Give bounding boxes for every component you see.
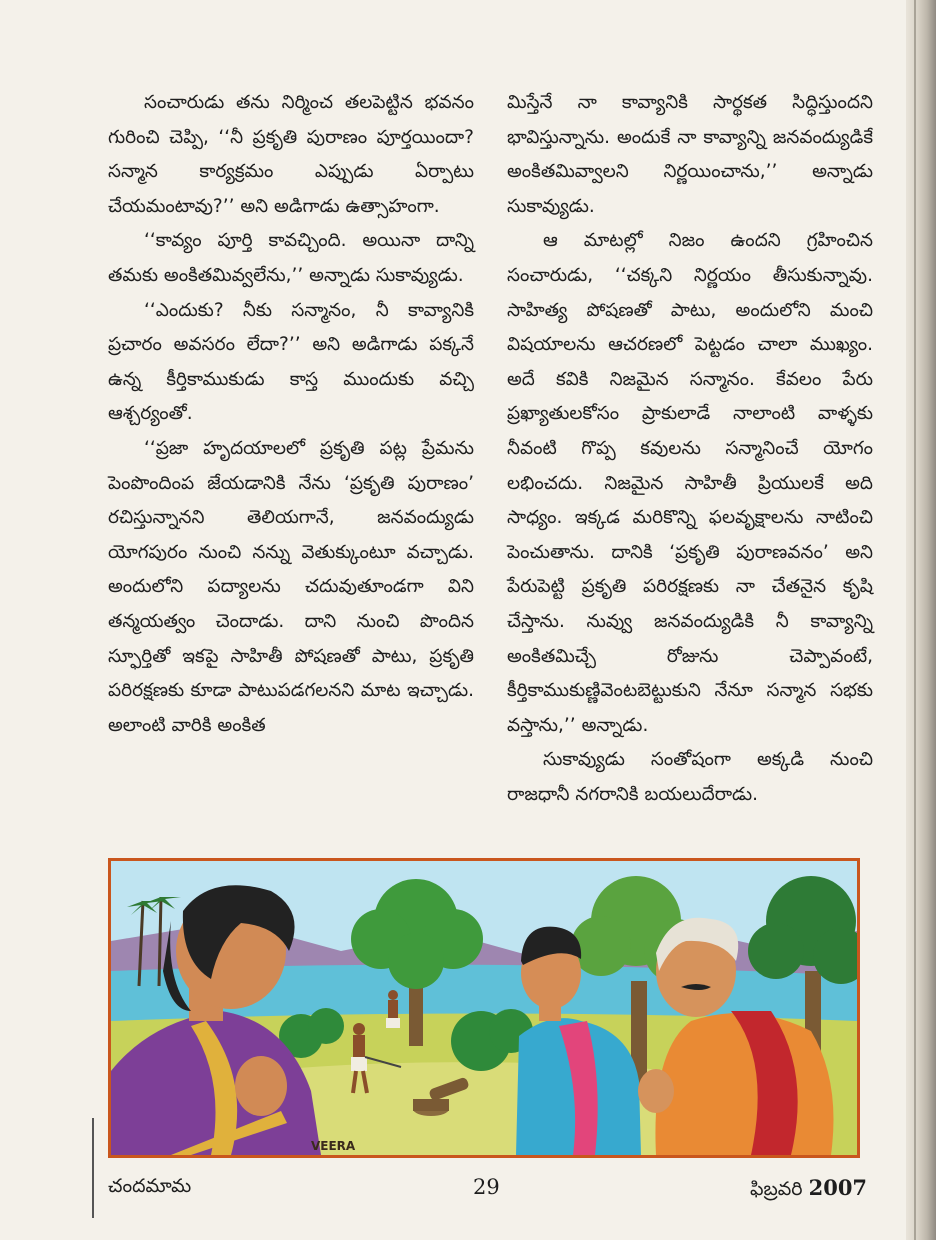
illustration-scene — [111, 861, 857, 1155]
footer-magazine-name: చందమామ — [108, 1175, 192, 1197]
story-left-column — [108, 86, 474, 743]
page-edge — [906, 0, 936, 1240]
story-paragraph: ‘‘కావ్యం పూర్తి కావచ్చింది. అయినా దాన్ని తమకు అంకితమివ్వలేను,’’ అన్నాడు సుకావ్యుడు. — [108, 230, 474, 286]
story-illustration — [108, 858, 860, 1158]
issue-month: ఫిబ్రవరి — [750, 1178, 803, 1200]
margin-rule — [92, 1118, 94, 1218]
story-paragraph: ‘‘ఎందుకు? నీకు సన్మానం, నీ కావ్యానికి ప్రచారం అవసరం లేదా?’’ అని అడిగాడు పక్కనే ఉన్న కీర్తికాముకుడు కాస్త ముందుకు వచ్చి ఆశ్చర్యంతో. — [108, 299, 474, 425]
story-paragraph-continuation: మిస్తేనే నా కావ్యానికి సార్థకత సిద్ధిస్తుందని భావిస్తున్నాను. అందుకే నా కావ్యాన్ని జనవంద్యుడికే అంకితమివ్వాలని నిర్ణయించాను,’’ అన్నాడు సుకావ్యుడు. — [507, 92, 873, 217]
story-paragraph: ‘‘ప్రజా హృదయాలలో ప్రకృతి పట్ల ప్రేమను పెంపొందింప జేయడానికి నేను ‘ప్రకృతి పురాణం’ రచిస్తున్నానని తెలియగానే, జనవంద్యుడు యోగపురం నుంచి నన్ను వెతుక్కుంటూ వచ్చాడు. అందులోని పద్యాలను చదువుతూండగా విని తన్మయత్వం చెందాడు. దాని నుంచి పొందిన స్ఫూర్తితో ఇకపై సాహితీ పోషణతో పాటు, ప్రకృతి పరిరక్షణకు కూడా పాటుపడగలనని మాట ఇచ్చాడు. అలాంటి వారికి అంకిత — [108, 437, 474, 736]
issue-year: 2007 — [808, 1175, 868, 1200]
footer-issue-date — [750, 1175, 867, 1205]
story-paragraph: సంచారుడు తను నిర్మించ తలపెట్టిన భవనం గురించి చెప్పి, ‘‘నీ ప్రకృతి పురాణం పూర్తయిందా? సన్మాన కార్యక్రమం ఎప్పుడు ఏర్పాటు చేయమంటావు?’’ అని అడిగాడు ఉత్సాహంగా. — [108, 92, 474, 217]
page-number: 29 — [473, 1175, 500, 1199]
story-paragraph: సుకావ్యుడు సంతోషంగా అక్కడి నుంచి రాజధానీ నగరానికి బయలుదేరాడు. — [507, 749, 873, 805]
story-paragraph: ఆ మాటల్లో నిజం ఉందని గ్రహించిన సంచారుడు, ‘‘చక్కని నిర్ణయం తీసుకున్నావు. సాహిత్య పోషణతో పాటు, అందులోని మంచి విషయాలను ఆచరణలో పెట్టడం చాలా ముఖ్యం. అదే కవికి నిజమైన సన్మానం. కేవలం పేరు ప్రఖ్యాతులకోసం ప్రాకులాడే నాలాంటి వాళ్ళకు నీవంటి గొప్ప కవులను సన్మానించే యోగం లభించదు. నిజమైన సాహితీ ప్రియులకే అది సాధ్యం. ఇక్కడ మరికొన్ని ఫలవృక్షాలను నాటించి పెంచుతాను. దానికి ‘ప్రకృతి పురాణవనం’ అని పేరుపెట్టి ప్రకృతి పరిరక్షణకు నా చేతనైన కృషి చేస్తాను. నువ్వు జనవంద్యుడికి నీ కావ్యాన్ని అంకితమిచ్చే రోజును చెప్పావంటే, కీర్తికాముకుణ్ణివెంటబెట్టుకుని నేనూ సన్మాన సభకు వస్తాను,’’ అన్నాడు. — [507, 230, 873, 736]
artist-signature: VEERA — [311, 1139, 356, 1153]
story-right-column — [507, 86, 873, 812]
